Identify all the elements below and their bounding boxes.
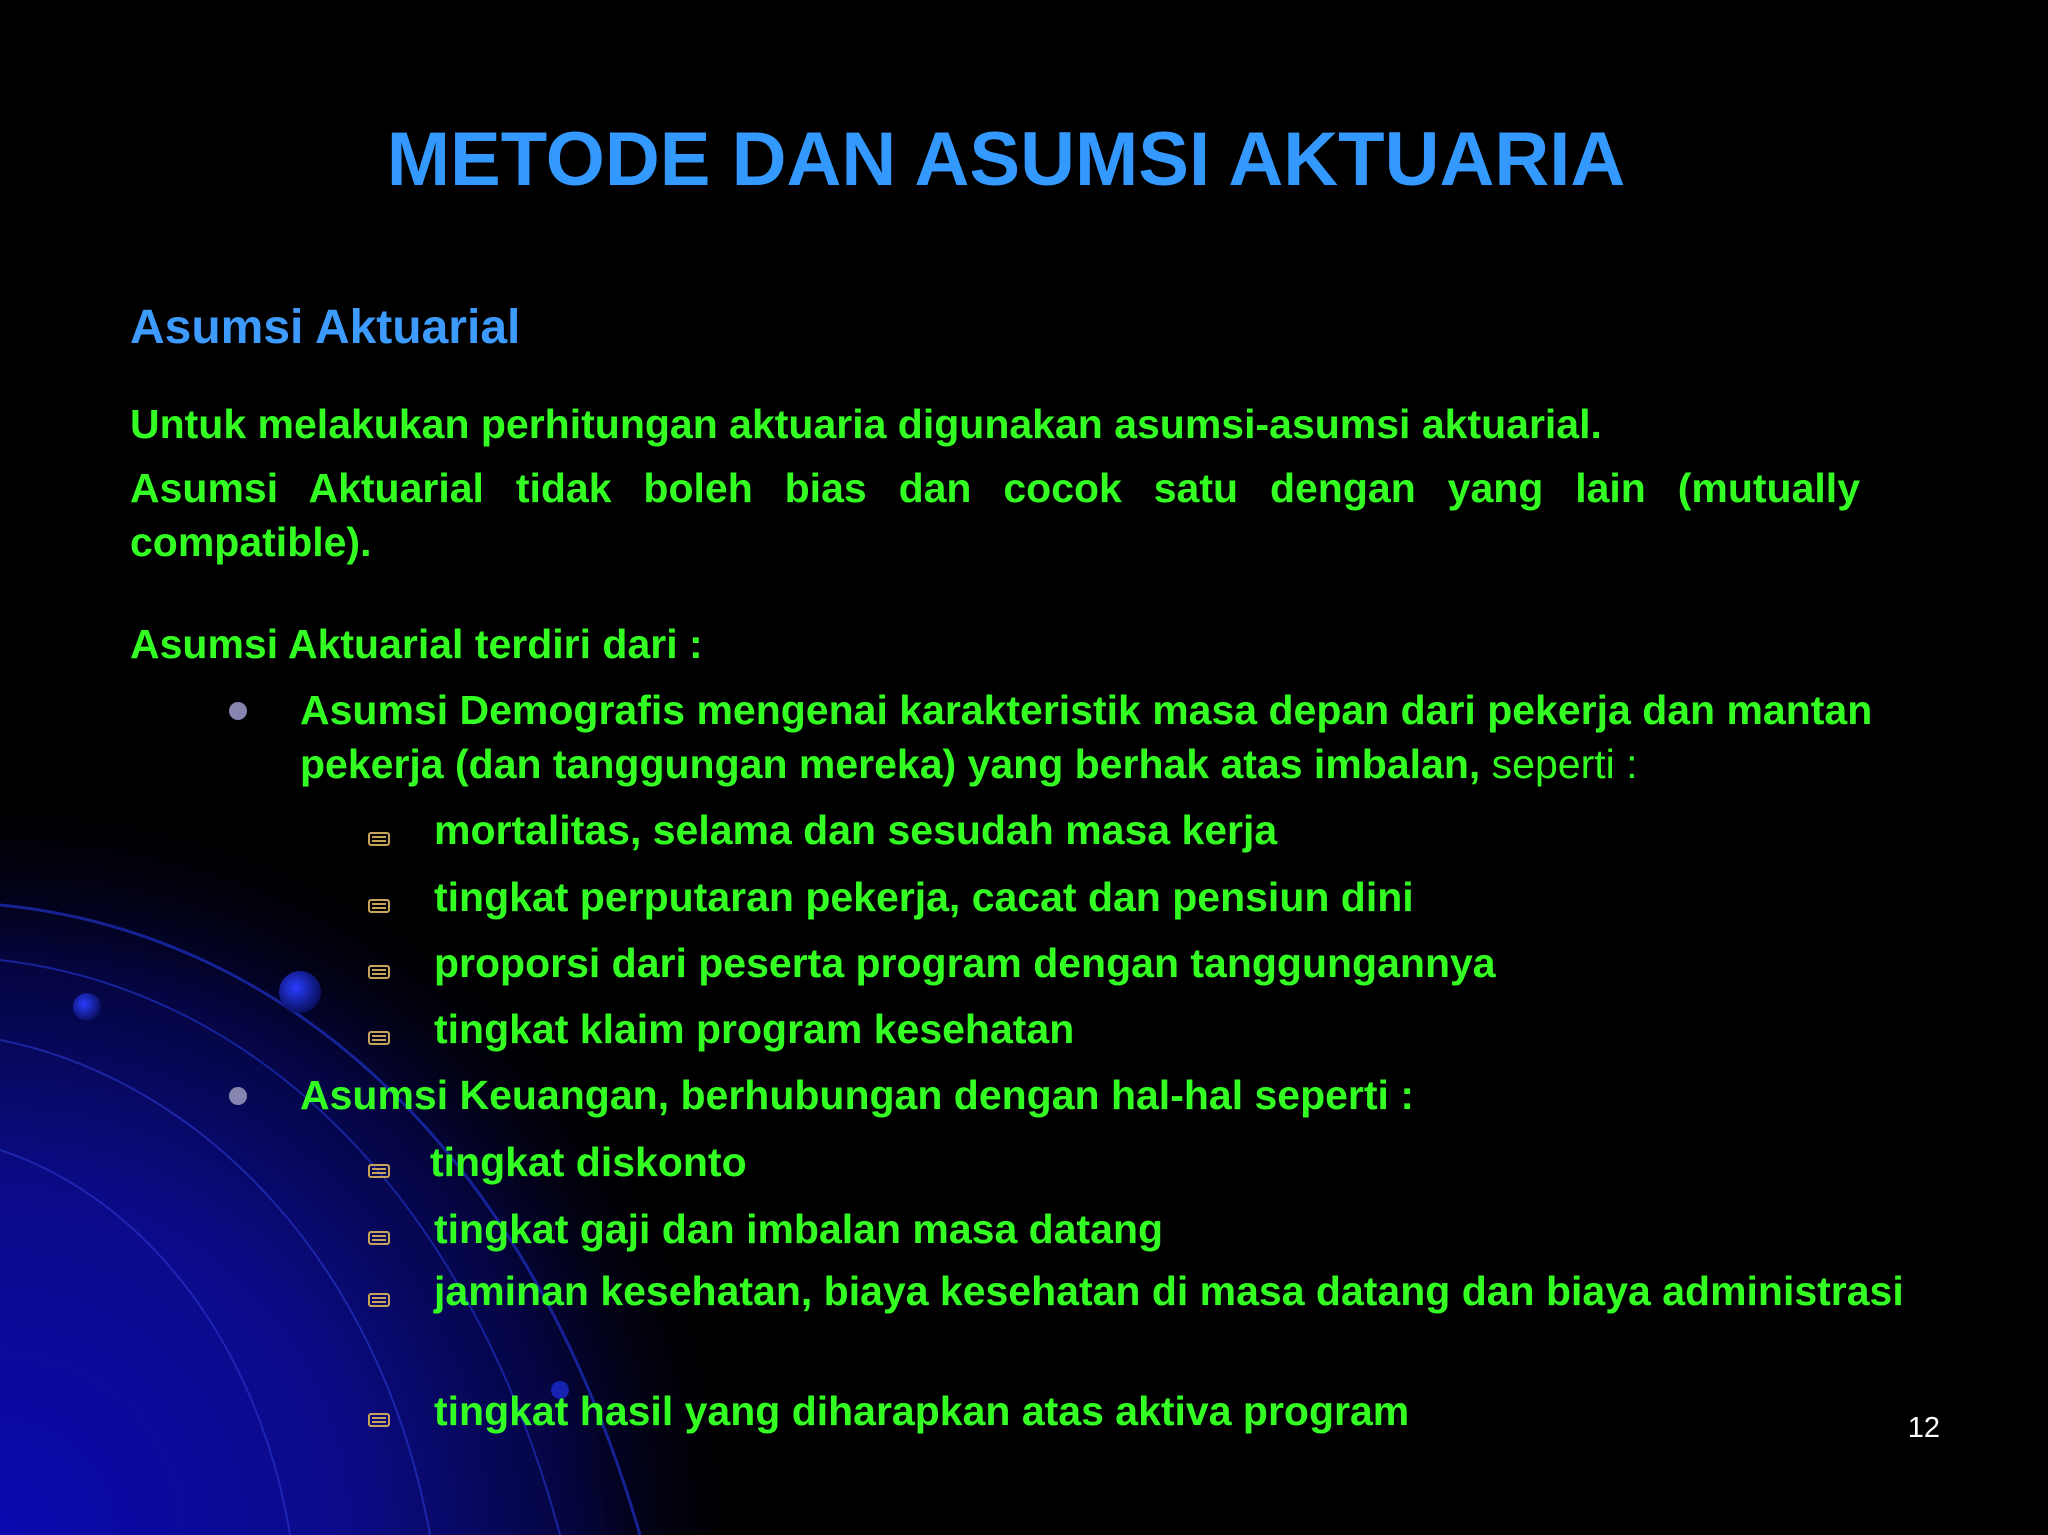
slide-title: METODE DAN ASUMSI AKTUARIA — [386, 117, 1626, 202]
bullet-demographic-text: Asumsi Demografis mengenai karakteristik masa depan dari pekerja dan mantan pekerja (dan tanggungan mereka) yang berhak atas imbalan, — [300, 687, 1873, 787]
orb-icon — [73, 993, 101, 1021]
list-item-icon — [368, 1231, 390, 1245]
list-item-icon — [368, 1293, 390, 1307]
list-item-icon — [368, 1164, 390, 1178]
list-item-icon — [368, 1031, 390, 1045]
list-item: tingkat hasil yang diharapkan atas aktiva program — [434, 1388, 1410, 1434]
list-item-icon — [368, 832, 390, 846]
bullet-financial: Asumsi Keuangan, berhubungan dengan hal-hal seperti : — [300, 1072, 1414, 1118]
paragraph-compatibility: Asumsi Aktuarial tidak boleh bias dan cocok satu dengan yang lain (mutually compatible). — [130, 465, 1860, 565]
list-item: jaminan kesehatan, biaya kesehatan di masa datang dan biaya administrasi — [434, 1268, 1904, 1314]
list-item-icon — [368, 965, 390, 979]
list-item-icon — [368, 1413, 390, 1427]
bullet-demographic — [300, 683, 1980, 791]
bullet-dot-icon — [229, 702, 247, 720]
list-item: tingkat perputaran pekerja, cacat dan pensiun dini — [434, 874, 1414, 920]
orb-icon — [279, 971, 321, 1013]
list-item-icon — [368, 899, 390, 913]
bullet-demographic-suffix: seperti : — [1480, 741, 1638, 787]
list-item: tingkat klaim program kesehatan — [434, 1006, 1075, 1052]
list-item: tingkat gaji dan imbalan masa datang — [434, 1206, 1164, 1252]
bullet-dot-icon — [229, 1087, 247, 1105]
paragraph-list-intro: Asumsi Aktuarial terdiri dari : — [130, 621, 703, 667]
paragraph-intro: Untuk melakukan perhitungan aktuaria digunakan asumsi-asumsi aktuarial. — [130, 401, 1602, 447]
list-item: mortalitas, selama dan sesudah masa kerja — [434, 807, 1278, 853]
list-item: proporsi dari peserta program dengan tanggungannya — [434, 940, 1496, 986]
list-item: tingkat diskonto — [430, 1139, 747, 1185]
section-heading: Asumsi Aktuarial — [130, 301, 521, 354]
page-number: 12 — [1907, 1412, 1940, 1444]
